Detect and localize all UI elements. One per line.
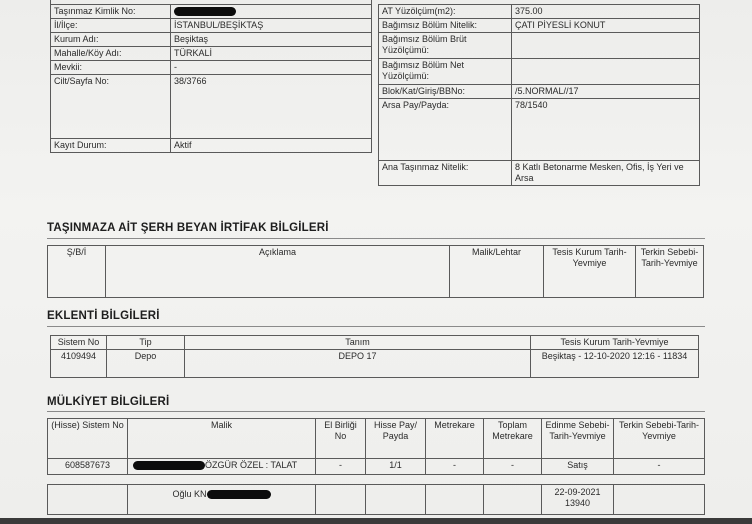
- info-row: [51, 47, 372, 61]
- column-header: Açıklama: [106, 246, 450, 298]
- info-value: [512, 59, 700, 85]
- column-header: Tesis Kurum Tarih-Yevmiye: [531, 336, 699, 350]
- section-rule: [47, 411, 705, 412]
- eklenti-section-title: EKLENTİ BİLGİLERİ: [47, 310, 160, 322]
- column-header: Tesis Kurum Tarih-Yevmiye: [544, 246, 636, 298]
- table-header-row: [51, 336, 699, 350]
- table-cell: [614, 485, 705, 515]
- info-row: [51, 61, 372, 75]
- table-cell: 4109494: [51, 350, 107, 378]
- column-header: Metrekare: [426, 419, 484, 459]
- info-label: Blok/Kat/Giriş/BBNo:: [379, 85, 512, 99]
- column-header: Hisse Pay/ Payda: [366, 419, 426, 459]
- info-label: Bağımsız Bölüm Nitelik:: [379, 19, 512, 33]
- mulkiyet-continuation-table: [47, 484, 705, 515]
- section-rule: [47, 326, 705, 327]
- info-row: [379, 59, 700, 85]
- owner-cell: [128, 485, 316, 515]
- info-row: [379, 85, 700, 99]
- info-value: ÇATI PİYESLİ KONUT: [512, 19, 700, 33]
- info-label: Kurum Adı:: [51, 33, 171, 47]
- info-label: Cilt/Sayfa No:: [51, 75, 171, 139]
- table-cell: -: [316, 459, 366, 475]
- info-label: İl/İlçe:: [51, 19, 171, 33]
- column-header: Malik: [128, 419, 316, 459]
- info-value: 8 Katlı Betonarme Mesken, Ofis, İş Yeri ve Arsa: [512, 161, 700, 186]
- info-row: [379, 5, 700, 19]
- table-header-row: [48, 419, 705, 459]
- info-value: 38/3766: [171, 75, 372, 139]
- info-value: Aktif: [171, 139, 372, 153]
- info-label: Mevkii:: [51, 61, 171, 75]
- info-value: -: [171, 61, 372, 75]
- left-info-table: [50, 4, 372, 153]
- column-header: Toplam Metrekare: [484, 419, 542, 459]
- redaction-mark: [207, 490, 271, 499]
- table-row: [48, 485, 705, 515]
- table-cell: Satış: [542, 459, 614, 475]
- info-row: [51, 139, 372, 153]
- info-row: [379, 19, 700, 33]
- table-cell: 22-09-2021 13940: [542, 485, 614, 515]
- table-cell: [426, 485, 484, 515]
- info-row: [51, 19, 372, 33]
- info-row: [379, 99, 700, 161]
- owner-name: Oğlu KN: [172, 489, 207, 499]
- info-label: Bağımsız Bölüm Brüt Yüzölçümü:: [379, 33, 512, 59]
- info-row: [51, 75, 372, 139]
- table-cell: -: [484, 459, 542, 475]
- redaction-mark: [174, 7, 236, 16]
- info-row: [379, 161, 700, 186]
- info-label: Kayıt Durum:: [51, 139, 171, 153]
- column-header: Terkin Sebebi-Tarih-Yevmiye: [614, 419, 705, 459]
- column-header: Terkin Sebebi-Tarih-Yevmiye: [636, 246, 704, 298]
- column-header: El Birliği No: [316, 419, 366, 459]
- column-header: Ş/B/İ: [48, 246, 106, 298]
- info-row: [379, 33, 700, 59]
- info-value: 375.00: [512, 5, 700, 19]
- info-row: [51, 33, 372, 47]
- table-cell: -: [614, 459, 705, 475]
- info-value: /5.NORMAL//17: [512, 85, 700, 99]
- info-value: TÜRKALİ: [171, 47, 372, 61]
- column-header: Tip: [107, 336, 185, 350]
- table-header-row: [48, 246, 704, 298]
- owner-name: ÖZGÜR ÖZEL : TALAT: [205, 460, 298, 470]
- serh-section-title: TAŞINMAZA AİT ŞERH BEYAN İRTİFAK BİLGİLERİ: [47, 222, 329, 234]
- table-cell: [366, 485, 426, 515]
- column-header: Sistem No: [51, 336, 107, 350]
- owner-cell: [128, 459, 316, 475]
- info-label: Bağımsız Bölüm Net Yüzölçümü:: [379, 59, 512, 85]
- info-label: Arsa Pay/Payda:: [379, 99, 512, 161]
- table-row: [48, 459, 705, 475]
- column-header: Tanım: [185, 336, 531, 350]
- table-cell: [48, 485, 128, 515]
- info-label: Ana Taşınmaz Nitelik:: [379, 161, 512, 186]
- serh-table: [47, 245, 704, 298]
- info-row: [51, 5, 372, 19]
- info-value: İSTANBUL/BEŞİKTAŞ: [171, 19, 372, 33]
- table-cell: Depo: [107, 350, 185, 378]
- mulkiyet-section-title: MÜLKİYET BİLGİLERİ: [47, 396, 170, 408]
- eklenti-table: [50, 335, 699, 378]
- info-label: AT Yüzölçüm(m2):: [379, 5, 512, 19]
- right-info-table: [378, 4, 700, 186]
- info-value: [171, 5, 372, 19]
- mulkiyet-table: [47, 418, 705, 475]
- info-value: [512, 33, 700, 59]
- column-header: (Hisse) Sistem No: [48, 419, 128, 459]
- table-cell: 1/1: [366, 459, 426, 475]
- column-header: Edinme Sebebi-Tarih-Yevmiye: [542, 419, 614, 459]
- section-rule: [47, 238, 705, 239]
- table-cell: 608587673: [48, 459, 128, 475]
- table-cell: DEPO 17: [185, 350, 531, 378]
- column-header: Malik/Lehtar: [450, 246, 544, 298]
- redaction-mark: [133, 461, 205, 470]
- table-cell: Beşiktaş - 12-10-2020 12:16 - 11834: [531, 350, 699, 378]
- page-bottom-shadow: [0, 518, 752, 524]
- table-cell: [484, 485, 542, 515]
- info-value: Beşiktaş: [171, 33, 372, 47]
- info-label: Mahalle/Köy Adı:: [51, 47, 171, 61]
- table-cell: -: [426, 459, 484, 475]
- table-row: [51, 350, 699, 378]
- info-label: Taşınmaz Kimlik No:: [51, 5, 171, 19]
- info-value: 78/1540: [512, 99, 700, 161]
- table-cell: [316, 485, 366, 515]
